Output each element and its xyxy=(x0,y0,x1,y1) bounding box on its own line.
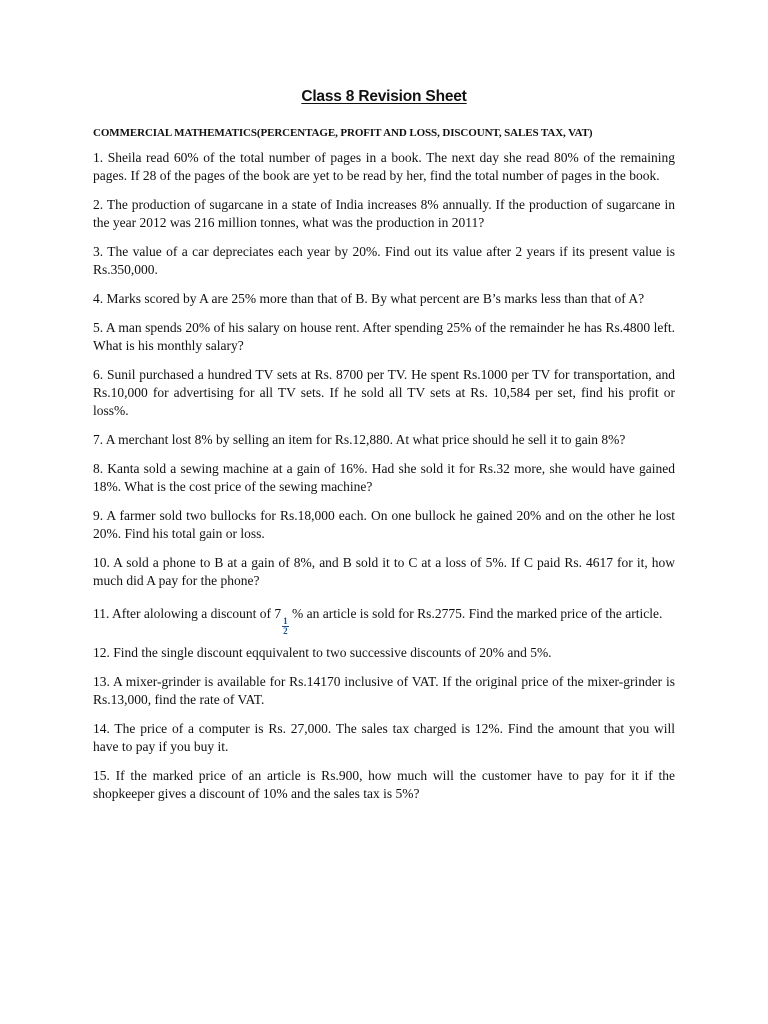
question-7: 7. A merchant lost 8% by selling an item for Rs.12,880. At what price should he sell it to gain 8%? xyxy=(93,432,626,447)
question-2: 2. The production of sugarcane in a state of India increases 8% annually. If the production of sugarcane in the year 2012 was 216 million tonnes, what was the production in 2011? xyxy=(93,197,675,230)
question-1: 1. Sheila read 60% of the total number of pages in a book. The next day she read 80% of the remaining pages. If 28 of the pages of the book are yet to be read by her, find the total number of pages in the book. xyxy=(93,150,675,183)
section-heading: COMMERCIAL MATHEMATICS(PERCENTAGE, PROFIT AND LOSS, DISCOUNT, SALES TAX, VAT) xyxy=(93,127,593,139)
question-15: 15. If the marked price of an article is Rs.900, how much will the customer have to pay for it if the shopkeeper gives a discount of 10% and the sales tax is 5%? xyxy=(93,768,675,801)
question-8: 8. Kanta sold a sewing machine at a gain of 16%. Had she sold it for Rs.32 more, she would have gained 18%. What is the cost price of the sewing machine? xyxy=(93,461,675,494)
question-6: 6. Sunil purchased a hundred TV sets at Rs. 8700 per TV. He spent Rs.1000 per TV for transportation, and Rs.10,000 for advertising for all TV sets. If he sold all TV sets at Rs. 10,584 per set, find his profit or loss%. xyxy=(93,367,675,418)
question-10: 10. A sold a phone to B at a gain of 8%, and B sold it to C at a loss of 5%. If C paid Rs. 4617 for it, how much did A pay for the phone? xyxy=(93,555,675,588)
question-5: 5. A man spends 20% of his salary on house rent. After spending 25% of the remainder he has Rs.4800 left. What is his monthly salary? xyxy=(93,320,675,353)
question-12: 12. Find the single discount eqquivalent to two successive discounts of 20% and 5%. xyxy=(93,645,552,660)
question-11-prefix: 11. After alolowing a discount of 7 xyxy=(93,606,282,621)
question-13: 13. A mixer-grinder is available for Rs.14170 inclusive of VAT. If the original price of the mixer-grinder is Rs.13,000, find the rate of VAT. xyxy=(93,674,675,707)
question-4: 4. Marks scored by A are 25% more than that of B. By what percent are B’s marks less than that of A? xyxy=(93,291,645,306)
question-9: 9. A farmer sold two bullocks for Rs.18,000 each. On one bullock he gained 20% and on the other he lost 20%. Find his total gain or loss. xyxy=(93,508,675,541)
question-11-suffix: % an article is sold for Rs.2775. Find the marked price of the article. xyxy=(288,606,663,621)
document-page xyxy=(93,88,675,814)
question-3: 3. The value of a car depreciates each year by 20%. Find out its value after 2 years if its present value is Rs.350,000. xyxy=(93,244,675,277)
fraction-denominator: 2 xyxy=(283,626,288,636)
question-14: 14. The price of a computer is Rs. 27,000. The sales tax charged is 12%. Find the amount that you will have to pay if you buy it. xyxy=(93,721,675,754)
fraction-numerator: 1 xyxy=(283,616,288,626)
question-11 xyxy=(93,601,675,636)
page-title: Class 8 Revision Sheet xyxy=(301,88,467,105)
